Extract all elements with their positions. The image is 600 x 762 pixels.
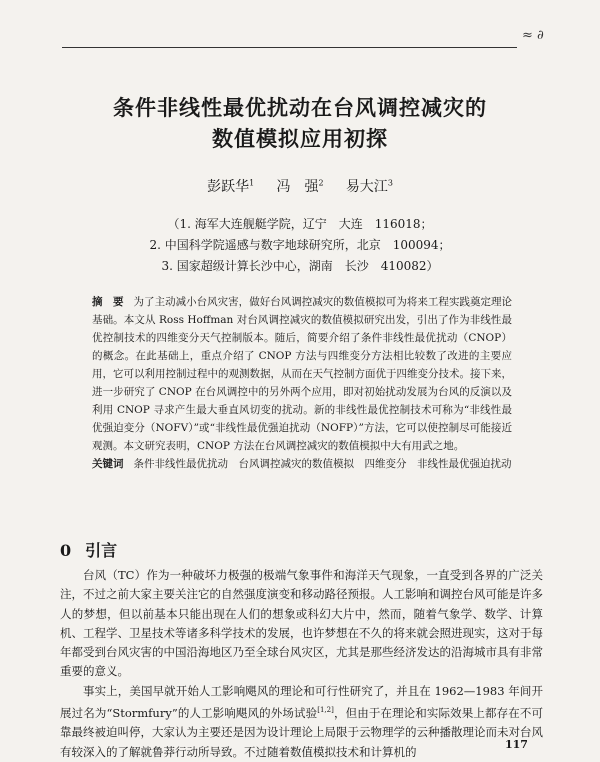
affiliations [0, 214, 600, 277]
body-text-run: 事实上，美国早就开始人工影响飓风的理论和可行性研究了，并且在 1962—1983 年间开展过名为“Stormfury”的人工影响飓风的外场试验 [60, 683, 543, 720]
author-sup: 3 [387, 178, 393, 188]
citation: [1,2] [317, 706, 334, 715]
abstract-paragraph [92, 293, 512, 455]
section-number: 0 [60, 541, 72, 560]
author-name: 冯 强 [276, 179, 319, 195]
section-heading [60, 538, 117, 561]
affiliation-line: 3. 国家超级计算长沙中心，湖南 长沙 410082） [161, 259, 439, 273]
title-line-1: 条件非线性最优扰动在台风调控减灾的 [113, 95, 487, 120]
paper-title [0, 92, 600, 154]
author-name: 彭跃华 [207, 179, 250, 195]
header-rule [62, 47, 517, 48]
abstract-text: 为了主动减小台风灾害，做好台风调控减灾的数值模拟可为将来工程实践奠定理论基础。本文从 Ross Hoffman 对台风调控减灾的数值模拟研究出发，引出了作为非线性最优控制技术的四维变分天气控制版本。随后，简要介绍了条件非线性最优扰动（CNOP）的概念。在此基础上，重点介绍了 CNOP 方法与四维变分方法相比较数了改进的主要应用，它可以利用控制过程中的观测数据，从而在天气控制方面优于四维变分技术。接下来，进一步研究了 CNOP 在台风调控中的另外两个应用，即对初始扰动发展为台风的反演以及利用 CNOP 寻求产生最大垂直风切变的扰动。新的非线性最优控制技术可称为“非线性最优强迫变分（NOFV）”或“非线性最优强迫扰动（NOFP）”方法，它可以使控制尽可能接近观测。本文研究表明，CNOP 方法在台风调控减灾的数值模拟中大有用武之地。 [92, 296, 513, 452]
body-paragraph [60, 682, 543, 762]
abstract-block [92, 293, 512, 473]
body-text-run: ，但由于在理论和实际效果上都存在不可靠最终被迫叫停，大家认为主要还是因为设计理论上局限于云物理学的云种播散理论而未对台风有较深入的了解就鲁莽行动所导致。不过随着数值模拟技术和计算机的 [60, 705, 543, 759]
author-name: 易大江 [345, 179, 388, 195]
keywords-paragraph [92, 455, 512, 473]
title-line-2: 数值模拟应用初探 [212, 126, 388, 151]
keywords-label: 关键词 [92, 458, 124, 470]
body-text [60, 566, 543, 762]
abstract-label: 摘 要 [92, 296, 124, 308]
header-mark: ≈ ∂ [522, 28, 544, 43]
page-number: 117 [505, 738, 528, 751]
section-title: 引言 [85, 541, 118, 560]
body-paragraph: 台风（TC）作为一种破坏力极强的极端气象事件和海洋天气现象，一直受到各界的广泛关注，不过之前大家主要关注它的自然强度演变和移动路径预报。人工影响和调控台风可能是许多人的梦想，但以前基本只能出现在人们的想象或科幻大片中，然而，随着气象学、数学、计算机、工程学、卫星技术等诸多科学技术的发展，也许梦想在不久的将来就会照进现实，这对于每年都受到台风灾害的中国沿海地区乃至全球台风灾区，尤其是那些经济发达的沿海城市具有非常重要的意义。 [60, 568, 543, 679]
affiliation-line: 2. 中国科学院遥感与数字地球研究所，北京 100094； [149, 238, 451, 252]
affiliation-line: （1. 海军大连舰艇学院，辽宁 大连 116018； [167, 217, 433, 231]
author-list [0, 176, 600, 196]
author-sup: 2 [318, 178, 324, 188]
author-sup: 1 [249, 178, 255, 188]
keywords-text: 条件非线性最优扰动 台风调控减灾的数值模拟 四维变分 非线性最优强迫扰动 [133, 458, 512, 470]
